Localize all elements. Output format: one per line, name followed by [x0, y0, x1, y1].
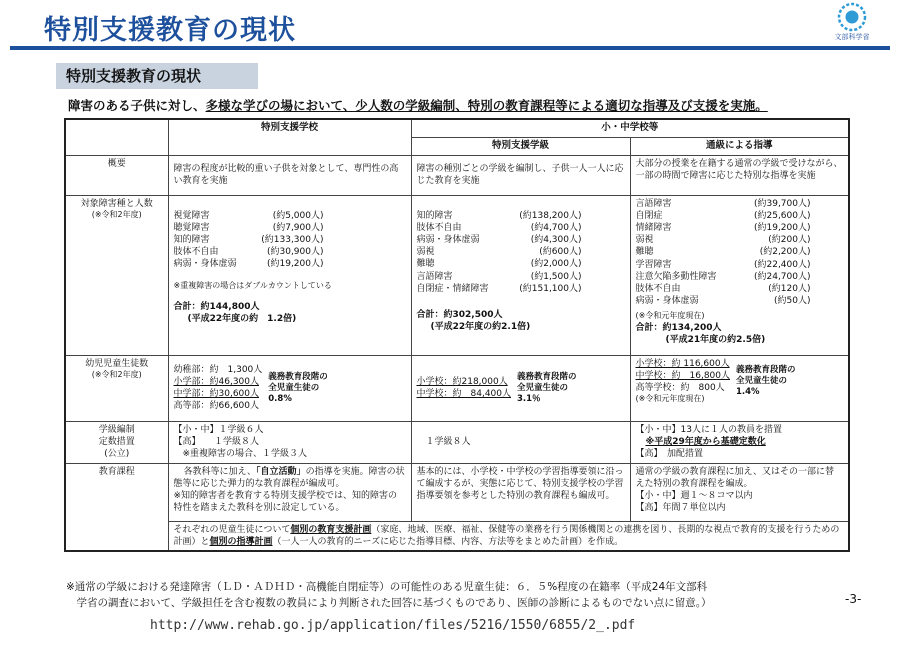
row-label-target — [65, 195, 168, 355]
students-label: 幼児児童生徒数 — [85, 358, 149, 369]
class-disability-count: (約4,700人) — [530, 222, 582, 233]
tsukyu-disability-count: (約25,600人) — [753, 210, 811, 221]
school-disability-count: (約30,900人) — [266, 247, 324, 258]
class-disability-name: 肢体不自由 — [416, 222, 462, 233]
school-disability-name: 視覚障害 — [173, 210, 210, 221]
tsukyu-disability-count: (約200人) — [768, 235, 811, 246]
header-resource-room: 通級による指導 — [630, 137, 849, 155]
page-number: -3- — [845, 592, 862, 606]
curriculum-school-bold: 「自立活動」 — [256, 466, 306, 477]
special-education-table — [64, 118, 850, 552]
school-count-0: 幼稚部：約 1,300人 — [173, 365, 263, 376]
target-special-class — [411, 195, 630, 355]
tsukyu-disability-name: 弱視 — [635, 235, 654, 246]
school-disability-count: (約5,000人) — [272, 210, 324, 221]
tsukyu-disability-count: (約24,700人) — [753, 271, 811, 282]
overview-resource-room: 大部分の授業を在籍する通常の学級で受けながら、一部の時間で障害に応じた特別な指導を実施 — [630, 155, 849, 195]
headline — [68, 96, 768, 114]
school-count-3: 高等部：約66,600人 — [173, 401, 259, 412]
school-disability-row — [174, 246, 324, 258]
tsukyu-disability-count: (約50人) — [774, 295, 811, 306]
tsukyu-bubble-0: 義務教育段階の — [736, 364, 796, 375]
class-size-resource-room — [630, 421, 849, 463]
school-disability-list — [174, 210, 324, 271]
school-ratio-callout — [268, 372, 328, 405]
tsukyu-total: 合計：約134,200人 — [635, 322, 722, 333]
class-disability-count: (約600人) — [539, 247, 582, 258]
class-disability-name: 言語障害 — [416, 271, 453, 282]
curriculum-school-text-3: ※知的障害者を教育する特別支援学校では、知的障害の特性を踏まえた教科を別に設定している。 — [173, 491, 398, 514]
corner-cell — [65, 119, 168, 155]
tsukyu-disability-row — [636, 271, 811, 283]
curriculum-school-text-2: の指導を実施。障害の状態等に応じた弾力的な教育課程が編成可。 — [173, 466, 405, 489]
plans-bold-2: 個別の指導計画 — [209, 536, 273, 547]
class-disability-name: 自閉症・情緒障害 — [416, 283, 489, 294]
row-label-class-size: 学級編制 定数措置 (公立) — [65, 421, 168, 463]
school-disability-count: (約133,300人) — [261, 235, 324, 246]
class-disability-row — [417, 246, 582, 258]
class-disability-count: (約2,000人) — [530, 259, 582, 270]
footnote-line-2: 学省の調査において、学級担任を含む複数の教員により判断された回答に基づくものであり、医師の診断によるものでない点に留意。） — [66, 596, 712, 609]
students-special-school — [168, 355, 411, 421]
class-disability-count: (約1,500人) — [530, 271, 582, 282]
curriculum-tsukyu-1: 【小・中】週１～８コマ以内 — [635, 491, 753, 502]
ministry-emblem-icon — [837, 2, 867, 32]
headline-underlined: 多様な学びの場において、少人数の学級編制、特別の教育課程等による適切な指導及び支援を実施。 — [205, 98, 768, 113]
students-special-class — [411, 355, 630, 421]
school-disability-row — [174, 234, 324, 246]
school-student-counts — [174, 364, 263, 413]
tsukyu-disability-count: (約120人) — [768, 283, 811, 294]
tsukyu-disability-count: (約22,400人) — [753, 259, 811, 270]
header-elementary-junior-high: 小・中学校等 — [411, 119, 849, 137]
tsukyu-disability-name: 注意欠陥多動性障害 — [635, 271, 717, 282]
title-rule — [10, 46, 890, 50]
class-size-special-school — [168, 421, 411, 463]
class-disability-list — [417, 210, 582, 295]
class-disability-row — [417, 283, 582, 295]
tsukyu-disability-row — [636, 198, 811, 210]
tsukyu-disability-row — [636, 210, 811, 222]
class-disability-name: 弱視 — [416, 247, 435, 258]
school-disability-row — [174, 258, 324, 270]
tsukyu-disability-row — [636, 246, 811, 258]
class-disability-row — [417, 271, 582, 283]
tsukyu-disability-list — [636, 198, 811, 307]
class-size-school-0: 【小・中】１学級６人 — [173, 424, 264, 435]
logo-text: 文部科学省 — [834, 33, 870, 41]
class-count-0: 小学校：約218,000人 — [416, 377, 508, 388]
row-label-overview: 概要 — [65, 155, 168, 195]
class-size-school-2: ※重複障害の場合、１学級３人 — [173, 449, 308, 460]
tsukyu-bubble-2: 1.4% — [736, 386, 760, 397]
tsukyu-disability-row — [636, 222, 811, 234]
tsukyu-disability-count: (約39,700人) — [753, 198, 811, 209]
class-disability-count: (約151,100人) — [519, 283, 582, 294]
class-size-special-class: １学級８人 — [411, 421, 630, 463]
tsukyu-total-sub: (平成21年度の約2.5倍) — [665, 335, 766, 346]
tsukyu-disability-name: 肢体不自由 — [635, 283, 681, 294]
school-bubble-0: 義務教育段階の — [268, 371, 328, 382]
curriculum-school-text-1: 各教科等に加え、 — [183, 466, 257, 477]
source-url: http://www.rehab.go.jp/application/files/5216/1550/6855/2_.pdf — [150, 618, 636, 633]
class-bubble-0: 義務教育段階の — [517, 371, 577, 382]
curriculum-special-school — [168, 463, 411, 521]
tsukyu-disability-name: 学習障害 — [635, 259, 672, 270]
row-label-curriculum: 教育課程 — [65, 463, 168, 551]
target-label: 対象障害種と人数 — [80, 198, 153, 209]
plans-text-3: （一人一人の教育的ニーズに応じた指導目標、内容、方法等をまとめた計画）を作成。 — [272, 536, 624, 547]
tsukyu-ratio-callout — [736, 365, 796, 398]
tsukyu-disability-name: 自閉症 — [635, 210, 663, 221]
class-total: 合計：約302,500人 — [416, 309, 503, 320]
tsukyu-count-0: 小学校：約 116,600人 — [635, 358, 730, 369]
school-disability-row — [174, 210, 324, 222]
curriculum-plans — [168, 521, 849, 551]
students-resource-room — [630, 355, 849, 421]
class-disability-count: (約4,300人) — [530, 235, 582, 246]
class-bubble-2: 3.1％ — [517, 393, 541, 404]
school-disability-count: (約19,200人) — [266, 259, 324, 270]
curriculum-tsukyu-0: 通常の学級の教育課程に加え、又はその一部に替えた特別の教育課程を編成。 — [635, 466, 835, 489]
class-total-sub: (平成22年度の約2.1倍) — [430, 321, 531, 332]
curriculum-resource-room — [630, 463, 849, 521]
tsukyu-count-3: (※令和元年度現在) — [635, 394, 705, 404]
school-count-2: 中学部：約30,600人 — [173, 389, 259, 400]
headline-pre: 障害のある子供に対し、 — [68, 98, 206, 113]
overview-special-class: 障害の種別ごとの学級を編制し、子供一人一人に応じた教育を実施 — [411, 155, 630, 195]
school-disability-name: 知的障害 — [173, 235, 210, 246]
target-special-school — [168, 195, 411, 355]
class-disability-row — [417, 258, 582, 270]
section-title: 特別支援教育の現状 — [56, 63, 258, 89]
class-size-tsukyu-2: 【高】 加配措置 — [635, 449, 704, 460]
school-bubble-1: 全児童生徒の — [268, 382, 320, 393]
class-disability-name: 病弱・身体虚弱 — [416, 235, 480, 246]
header-special-school: 特別支援学校 — [168, 119, 411, 155]
tsukyu-disability-row — [636, 234, 811, 246]
class-ratio-callout — [517, 372, 577, 405]
plans-bold-1: 個別の教育支援計画 — [290, 524, 372, 535]
class-size-school-1: 【高】 １学級８人 — [173, 436, 260, 447]
class-bubble-1: 全児童生徒の — [517, 382, 569, 393]
students-label-sub: (※令和2年度) — [91, 369, 142, 379]
class-size-tsukyu-0: 【小・中】13人に１人の教員を措置 — [635, 424, 782, 435]
header-special-class: 特別支援学級 — [411, 137, 630, 155]
school-disability-name: 肢体不自由 — [173, 247, 219, 258]
footnote-line-1: ※通常の学級における発達障害（ＬＤ・ＡＤＨＤ・高機能自閉症等）の可能性のある児童生徒：６．５%程度の在籍率（平成24年文部科 — [66, 581, 708, 593]
tsukyu-note: (※令和元年度現在) — [635, 311, 705, 321]
class-count-1: 中学校：約 84,400人 — [416, 389, 511, 400]
tsukyu-student-counts — [636, 358, 731, 405]
target-resource-room — [630, 195, 849, 355]
school-disability-count: (約7,900人) — [272, 222, 324, 233]
tsukyu-disability-name: 病弱・身体虚弱 — [635, 295, 699, 306]
tsukyu-disability-count: (約19,200人) — [753, 223, 811, 234]
tsukyu-disability-row — [636, 283, 811, 295]
school-count-1: 小学部：約46,300人 — [173, 377, 259, 388]
ministry-logo — [826, 2, 878, 54]
class-size-tsukyu-1: ※平成29年度から基礎定数化 — [645, 436, 766, 447]
curriculum-tsukyu-2: 【高】年間７単位以内 — [635, 503, 726, 514]
tsukyu-count-2: 高等学校：約 800人 — [635, 383, 725, 394]
school-disability-name: 聴覚障害 — [173, 222, 210, 233]
tsukyu-disability-row — [636, 295, 811, 307]
row-label-students — [65, 355, 168, 421]
curriculum-special-class: 基本的には、小学校・中学校の学習指導要領に沿って編成するが、実態に応じて、特別支援学校の学習指導要領を参考とした特別の教育課程も編成可。 — [411, 463, 630, 521]
school-note: ※重複障害の場合はダブルカウントしている — [173, 280, 332, 290]
tsukyu-disability-name: 難聴 — [635, 247, 654, 258]
target-label-sub: (※令和2年度) — [91, 209, 142, 219]
class-disability-count: (約138,200人) — [519, 210, 582, 221]
school-bubble-2: 0.8% — [268, 393, 292, 404]
page-title: 特別支援教育の現状 — [44, 15, 296, 46]
class-disability-name: 難聴 — [416, 259, 435, 270]
tsukyu-count-1: 中学校：約 16,800人 — [635, 370, 730, 381]
class-student-counts — [417, 376, 512, 400]
school-disability-row — [174, 222, 324, 234]
tsukyu-disability-row — [636, 259, 811, 271]
tsukyu-disability-count: (約2,200人) — [759, 247, 811, 258]
class-disability-name: 知的障害 — [416, 210, 453, 221]
school-disability-name: 病弱・身体虚弱 — [173, 259, 237, 270]
plans-text-1: それぞれの児童生徒について — [173, 524, 291, 535]
class-disability-row — [417, 210, 582, 222]
class-disability-row — [417, 222, 582, 234]
school-total-sub: (平成22年度の約 1.2倍) — [187, 314, 297, 325]
class-disability-row — [417, 234, 582, 246]
plans-text-2: （家庭、地域、医療、福祉、保健等の業務を行う関係機関との連携を図り、長期的な視点で教育的支援を行うための計画）と — [173, 524, 840, 547]
tsukyu-bubble-1: 全児童生徒の — [736, 375, 788, 386]
tsukyu-disability-name: 言語障害 — [635, 198, 672, 209]
school-total: 合計：約144,800人 — [173, 302, 260, 313]
overview-special-school: 障害の程度が比較的重い子供を対象として、専門性の高い教育を実施 — [168, 155, 411, 195]
footnote — [66, 580, 712, 612]
tsukyu-disability-name: 情緒障害 — [635, 223, 672, 234]
